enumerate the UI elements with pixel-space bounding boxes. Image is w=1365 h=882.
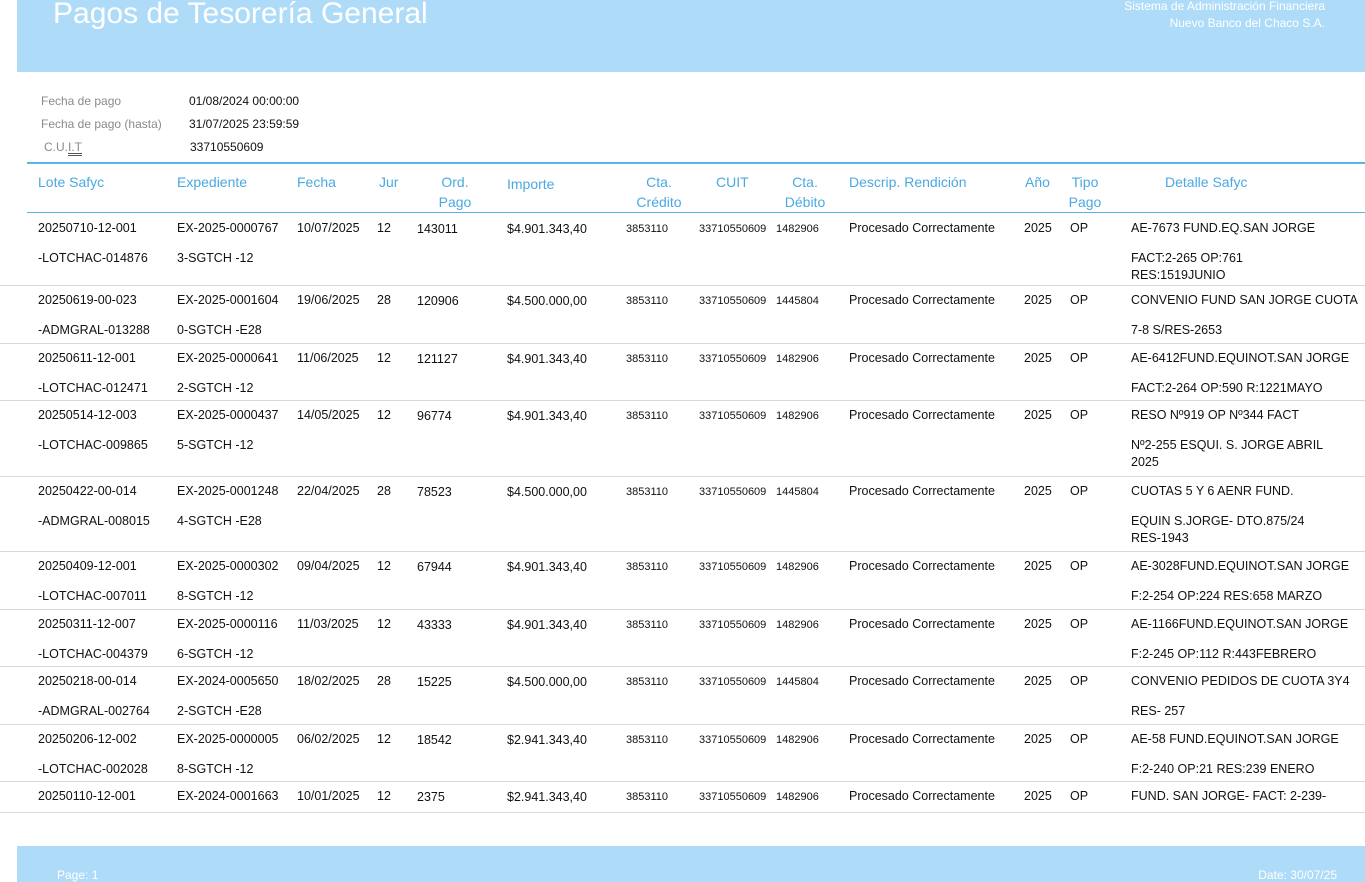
bank-name: Nuevo Banco del Chaco S.A. bbox=[1169, 16, 1325, 30]
cell-exp1: EX-2024-0001663 bbox=[177, 789, 279, 803]
table-row bbox=[0, 477, 1365, 552]
cell-det1: AE-58 FUND.EQUINOT.SAN JORGE bbox=[1131, 732, 1339, 746]
cell-exp2: 2-SGTCH -E28 bbox=[177, 704, 262, 718]
cell-exp2: 2-SGTCH -12 bbox=[177, 381, 254, 395]
cell-fecha: 11/03/2025 bbox=[297, 617, 359, 631]
cell-descrip: Procesado Correctamente bbox=[849, 351, 995, 365]
cell-importe: $2.941.343,40 bbox=[507, 790, 587, 804]
header-bottom-rule bbox=[27, 212, 1365, 213]
cell-importe: $4.500.000,00 bbox=[507, 294, 587, 308]
col-ord-pago: Ord. Pago bbox=[438, 174, 472, 210]
fecha-hasta-label: Fecha de pago (hasta) bbox=[41, 117, 162, 131]
cell-detalle bbox=[1131, 673, 1365, 720]
cell-tipo: OP bbox=[1070, 617, 1089, 631]
col-cta-debito: Cta. Débito bbox=[784, 174, 826, 210]
cell-det1: AE-6412FUND.EQUINOT.SAN JORGE bbox=[1131, 351, 1350, 365]
cell-jur: 28 bbox=[377, 484, 391, 498]
cell-detalle bbox=[1131, 558, 1365, 605]
cell-cuit: 33710550609 bbox=[699, 295, 767, 307]
cell-fecha: 14/05/2025 bbox=[297, 408, 360, 422]
cell-op: 2375 bbox=[417, 790, 445, 804]
cell-det2: F:2-245 OP:112 R:443FEBRERO bbox=[1131, 647, 1317, 661]
cell-cuit: 33710550609 bbox=[699, 619, 767, 631]
cell-debito: 1482906 bbox=[776, 353, 819, 365]
cell-cuit: 33710550609 bbox=[699, 676, 767, 688]
cell-anio: 2025 bbox=[1024, 789, 1052, 803]
table-row bbox=[0, 667, 1365, 725]
cell-det1: CONVENIO FUND SAN JORGE CUOTA bbox=[1131, 293, 1358, 307]
cell-credito: 3853110 bbox=[626, 223, 669, 235]
cell-debito: 1482906 bbox=[776, 734, 819, 746]
cell-jur: 12 bbox=[377, 617, 391, 631]
cell-descrip: Procesado Correctamente bbox=[849, 789, 995, 803]
cell-fecha: 22/04/2025 bbox=[297, 484, 360, 498]
cell-cuit: 33710550609 bbox=[699, 734, 767, 746]
cell-det1: CONVENIO PEDIDOS DE CUOTA 3Y4 bbox=[1131, 674, 1350, 688]
cell-anio: 2025 bbox=[1024, 408, 1052, 422]
cell-tipo: OP bbox=[1070, 351, 1089, 365]
fecha-hasta-value: 31/07/2025 23:59:59 bbox=[189, 117, 300, 131]
cell-jur: 12 bbox=[377, 408, 391, 422]
cell-lote1: 20250206-12-002 bbox=[38, 732, 137, 746]
cell-fecha: 06/02/2025 bbox=[297, 732, 360, 746]
cell-detalle bbox=[1131, 616, 1365, 663]
cell-lote2: -ADMGRAL-002764 bbox=[38, 704, 150, 718]
cell-descrip: Procesado Correctamente bbox=[849, 617, 995, 631]
table-row bbox=[0, 725, 1365, 782]
cell-anio: 2025 bbox=[1024, 484, 1052, 498]
cell-importe: $4.500.000,00 bbox=[507, 675, 587, 689]
cell-lote1: 20250110-12-001 bbox=[38, 789, 136, 803]
cell-anio: 2025 bbox=[1024, 674, 1052, 688]
cell-detalle bbox=[1131, 788, 1365, 818]
cell-importe: $4.901.343,40 bbox=[507, 222, 587, 236]
fecha-desde-label: Fecha de pago bbox=[41, 94, 122, 108]
cell-credito: 3853110 bbox=[626, 676, 669, 688]
cell-jur: 12 bbox=[377, 221, 391, 235]
table-row bbox=[0, 782, 1365, 813]
cell-fecha: 19/06/2025 bbox=[297, 293, 360, 307]
cell-op: 67944 bbox=[417, 560, 452, 574]
cell-detalle bbox=[1131, 350, 1365, 397]
col-expediente: Expediente bbox=[177, 174, 248, 190]
cell-lote2: -LOTCHAC-012471 bbox=[38, 381, 148, 395]
cell-jur: 28 bbox=[377, 293, 391, 307]
cell-descrip: Procesado Correctamente bbox=[849, 484, 995, 498]
cell-lote2: -LOTCHAC-007011 bbox=[38, 589, 147, 603]
cell-debito: 1482906 bbox=[776, 223, 819, 235]
organization-info bbox=[1124, 0, 1325, 32]
report-footer bbox=[17, 846, 1365, 882]
header-top-rule bbox=[27, 162, 1365, 164]
table-row bbox=[0, 610, 1365, 667]
cell-credito: 3853110 bbox=[626, 486, 669, 498]
cell-anio: 2025 bbox=[1024, 293, 1052, 307]
cell-det2: Nº2-255 ESQUI. S. JORGE ABRIL bbox=[1131, 438, 1324, 452]
cell-tipo: OP bbox=[1070, 221, 1089, 235]
cell-lote1: 20250311-12-007 bbox=[38, 617, 136, 631]
cell-det1: CUOTAS 5 Y 6 AENR FUND. bbox=[1131, 484, 1294, 498]
cell-det2: EQUIN S.JORGE- DTO.875/24 bbox=[1131, 514, 1305, 528]
cell-op: 96774 bbox=[417, 409, 452, 423]
cell-det1: RESO Nº919 OP Nº344 FACT bbox=[1131, 408, 1299, 422]
table-row bbox=[0, 552, 1365, 610]
cell-jur: 28 bbox=[377, 674, 391, 688]
cell-lote2: -LOTCHAC-004379 bbox=[38, 647, 148, 661]
cell-lote2: -LOTCHAC-014876 bbox=[38, 251, 148, 265]
cell-op: 43333 bbox=[417, 618, 452, 632]
cell-credito: 3853110 bbox=[626, 619, 669, 631]
cell-lote2: -LOTCHAC-002028 bbox=[38, 762, 148, 776]
cell-importe: $4.901.343,40 bbox=[507, 560, 587, 574]
cell-exp2: 3-SGTCH -12 bbox=[177, 251, 254, 265]
cell-exp1: EX-2025-0001248 bbox=[177, 484, 279, 498]
payments-table bbox=[0, 214, 1365, 813]
cell-credito: 3853110 bbox=[626, 353, 669, 365]
cell-lote1: 20250619-00-023 bbox=[38, 293, 137, 307]
cell-exp2: 0-SGTCH -E28 bbox=[177, 323, 262, 337]
cell-debito: 1445804 bbox=[776, 676, 819, 688]
cell-op: 78523 bbox=[417, 485, 452, 499]
cell-fecha: 09/04/2025 bbox=[297, 559, 360, 573]
cell-tipo: OP bbox=[1070, 484, 1089, 498]
cell-cuit: 33710550609 bbox=[699, 486, 767, 498]
cell-exp1: EX-2024-0005650 bbox=[177, 674, 279, 688]
cell-op: 121127 bbox=[417, 352, 458, 366]
cell-det1: AE-7673 FUND.EQ.SAN JORGE bbox=[1131, 221, 1316, 235]
table-row bbox=[0, 401, 1365, 477]
cell-exp1: EX-2025-0000641 bbox=[177, 351, 279, 365]
cell-debito: 1482906 bbox=[776, 410, 819, 422]
cell-credito: 3853110 bbox=[626, 295, 669, 307]
cell-cuit: 33710550609 bbox=[699, 223, 767, 235]
system-name: Sistema de Administración Financiera bbox=[1124, 0, 1325, 13]
table-row bbox=[0, 344, 1365, 401]
cell-det2: F:2-240 OP:21 RES:239 ENERO bbox=[1131, 762, 1315, 776]
col-fecha: Fecha bbox=[297, 174, 336, 190]
col-tipo-pago: Tipo Pago bbox=[1068, 174, 1102, 210]
col-lote: Lote Safyc bbox=[38, 174, 105, 190]
col-anio: Año bbox=[1025, 174, 1050, 190]
cell-fecha: 10/01/2025 bbox=[297, 789, 360, 803]
cell-det2: 7-8 S/RES-2653 bbox=[1131, 323, 1223, 337]
cell-importe: $4.500.000,00 bbox=[507, 485, 587, 499]
cell-det1: AE-1166FUND.EQUINOT.SAN JORGE bbox=[1131, 617, 1349, 631]
cell-tipo: OP bbox=[1070, 408, 1089, 422]
cell-importe: $2.941.343,40 bbox=[507, 733, 587, 747]
cell-lote1: 20250218-00-014 bbox=[38, 674, 137, 688]
col-descrip: Descrip. Rendición bbox=[849, 174, 967, 190]
fecha-desde-value: 01/08/2024 00:00:00 bbox=[189, 94, 300, 108]
cuit-label: C.U.I.T bbox=[44, 140, 82, 154]
report-title: Pagos de Tesorería General bbox=[53, 0, 428, 30]
cell-det1: FUND. SAN JORGE- FACT: 2-239- bbox=[1131, 789, 1327, 803]
cell-exp1: EX-2025-0000302 bbox=[177, 559, 279, 573]
col-jur: Jur bbox=[379, 174, 399, 190]
cell-anio: 2025 bbox=[1024, 732, 1052, 746]
cell-lote1: 20250611-12-001 bbox=[38, 351, 136, 365]
cell-lote1: 20250710-12-001 bbox=[38, 221, 137, 235]
cell-descrip: Procesado Correctamente bbox=[849, 221, 995, 235]
col-cuit: CUIT bbox=[716, 174, 749, 190]
cell-fecha: 10/07/2025 bbox=[297, 221, 360, 235]
cell-op: 143011 bbox=[417, 222, 458, 236]
cell-lote1: 20250422-00-014 bbox=[38, 484, 137, 498]
cell-tipo: OP bbox=[1070, 789, 1089, 803]
cell-lote1: 20250514-12-003 bbox=[38, 408, 137, 422]
cell-descrip: Procesado Correctamente bbox=[849, 559, 995, 573]
cell-cuit: 33710550609 bbox=[699, 561, 767, 573]
cell-lote2: -ADMGRAL-008015 bbox=[38, 514, 150, 528]
cell-detalle bbox=[1131, 292, 1365, 339]
cell-op: 120906 bbox=[417, 294, 459, 308]
cell-descrip: Procesado Correctamente bbox=[849, 293, 995, 307]
cell-exp1: EX-2025-0000437 bbox=[177, 408, 279, 422]
cell-op: 18542 bbox=[417, 733, 452, 747]
cell-importe: $4.901.343,40 bbox=[507, 618, 587, 632]
cell-anio: 2025 bbox=[1024, 221, 1052, 235]
cell-exp1: EX-2025-0001604 bbox=[177, 293, 279, 307]
cell-lote1: 20250409-12-001 bbox=[38, 559, 137, 573]
cell-importe: $4.901.343,40 bbox=[507, 352, 587, 366]
table-row bbox=[0, 214, 1365, 286]
cell-detalle bbox=[1131, 483, 1365, 547]
cell-jur: 12 bbox=[377, 559, 391, 573]
cell-descrip: Procesado Correctamente bbox=[849, 732, 995, 746]
cell-debito: 1482906 bbox=[776, 561, 819, 573]
report-header bbox=[17, 0, 1365, 72]
cell-exp1: EX-2025-0000116 bbox=[177, 617, 278, 631]
cell-cuit: 33710550609 bbox=[699, 410, 767, 422]
cell-det1: AE-3028FUND.EQUINOT.SAN JORGE bbox=[1131, 559, 1350, 573]
cell-detalle bbox=[1131, 220, 1365, 284]
cell-det3: RES:1519JUNIO bbox=[1131, 268, 1226, 282]
cuit-value: 33710550609 bbox=[190, 140, 264, 154]
page-number: Page: 1 bbox=[57, 868, 99, 882]
cell-fecha: 11/06/2025 bbox=[297, 351, 359, 365]
cell-exp1: EX-2025-0000767 bbox=[177, 221, 279, 235]
cell-det2: F:2-254 OP:224 RES:658 MARZO bbox=[1131, 589, 1323, 603]
cell-jur: 12 bbox=[377, 351, 391, 365]
cell-exp2: 6-SGTCH -12 bbox=[177, 647, 254, 661]
cell-debito: 1482906 bbox=[776, 619, 819, 631]
cell-det2: RES- 257 bbox=[1131, 704, 1186, 718]
cell-tipo: OP bbox=[1070, 732, 1089, 746]
cell-cuit: 33710550609 bbox=[699, 791, 767, 803]
cell-fecha: 18/02/2025 bbox=[297, 674, 360, 688]
col-detalle: Detalle Safyc bbox=[1165, 174, 1248, 190]
table-row bbox=[0, 286, 1365, 344]
col-cta-credito: Cta. Crédito bbox=[636, 174, 682, 210]
cell-debito: 1445804 bbox=[776, 295, 819, 307]
cell-exp1: EX-2025-0000005 bbox=[177, 732, 279, 746]
report-date: Date: 30/07/25 bbox=[1258, 868, 1337, 882]
cell-det3: RES-1943 bbox=[1131, 531, 1189, 545]
cell-descrip: Procesado Correctamente bbox=[849, 408, 995, 422]
cell-detalle bbox=[1131, 731, 1365, 778]
cell-jur: 12 bbox=[377, 789, 391, 803]
cell-tipo: OP bbox=[1070, 293, 1089, 307]
cell-exp2: 4-SGTCH -E28 bbox=[177, 514, 262, 528]
cell-anio: 2025 bbox=[1024, 559, 1052, 573]
cell-anio: 2025 bbox=[1024, 351, 1052, 365]
cell-det2: FACT:2-264 OP:590 R:1221MAYO bbox=[1131, 381, 1323, 395]
cell-credito: 3853110 bbox=[626, 561, 669, 573]
cell-detalle bbox=[1131, 407, 1365, 471]
cell-det2: FACT:2-265 OP:761 bbox=[1131, 251, 1243, 265]
col-importe: Importe bbox=[507, 176, 555, 192]
cell-debito: 1445804 bbox=[776, 486, 819, 498]
cell-credito: 3853110 bbox=[626, 734, 669, 746]
cell-jur: 12 bbox=[377, 732, 391, 746]
cell-lote2: -LOTCHAC-009865 bbox=[38, 438, 148, 452]
cell-exp2: 8-SGTCH -12 bbox=[177, 589, 254, 603]
cell-debito: 1482906 bbox=[776, 791, 819, 803]
cell-lote2: -ADMGRAL-013288 bbox=[38, 323, 150, 337]
cell-det3: 2025 bbox=[1131, 455, 1159, 469]
cell-tipo: OP bbox=[1070, 674, 1089, 688]
cell-credito: 3853110 bbox=[626, 410, 669, 422]
cell-exp2: 5-SGTCH -12 bbox=[177, 438, 254, 452]
cell-cuit: 33710550609 bbox=[699, 353, 767, 365]
cell-importe: $4.901.343,40 bbox=[507, 409, 587, 423]
cell-descrip: Procesado Correctamente bbox=[849, 674, 995, 688]
cell-anio: 2025 bbox=[1024, 617, 1052, 631]
cell-exp2: 8-SGTCH -12 bbox=[177, 762, 254, 776]
cell-credito: 3853110 bbox=[626, 791, 669, 803]
cell-op: 15225 bbox=[417, 675, 452, 689]
cell-tipo: OP bbox=[1070, 559, 1089, 573]
